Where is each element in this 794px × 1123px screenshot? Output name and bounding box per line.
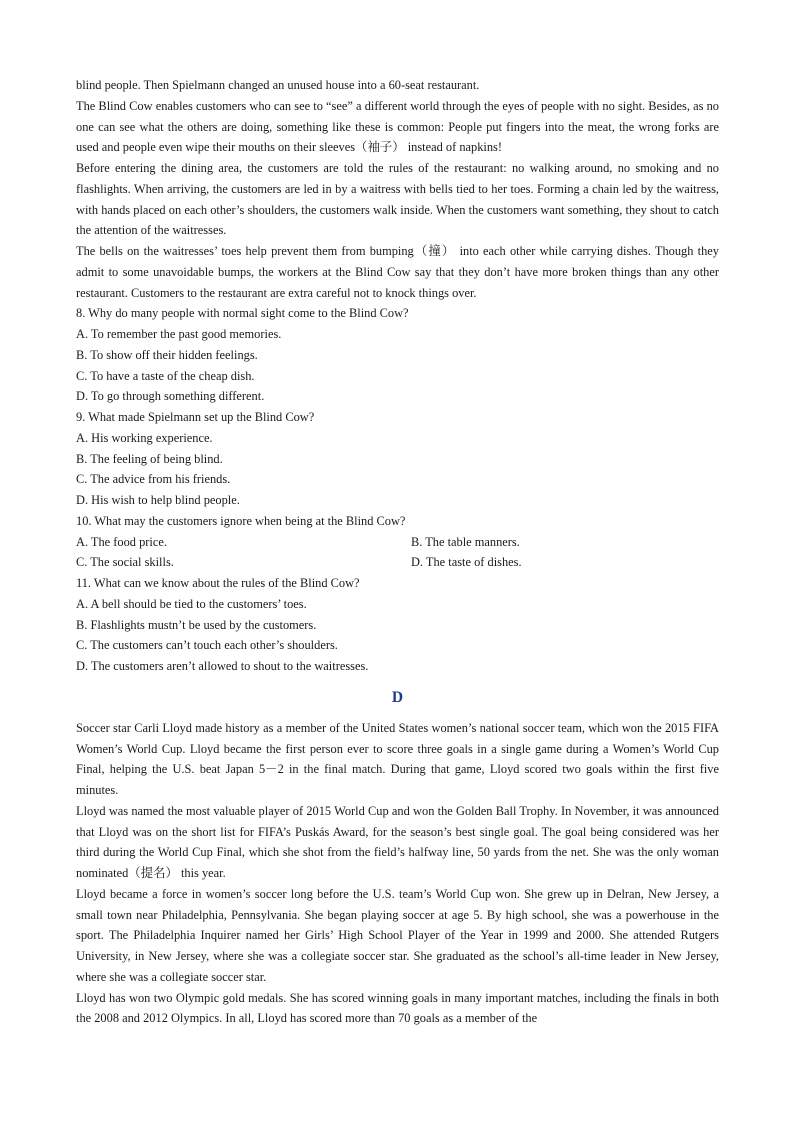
question-11-option-d: D. The customers aren’t allowed to shout to the waitresses. (76, 659, 369, 673)
passage-d-paragraph-2: Lloyd was named the most valuable player of 2015 World Cup and won the Golden Ball Trophy. In November, it was announced that Lloyd was on the short list for FIFA’s Puskás Award, for the season’s best single goal. The goal being considered was her third during the World Cup Final, which she shot from the field’s halfway line, 50 yards from the net. She was the only woman nominated（提名） this year. (76, 803, 719, 880)
question-8-option-b: B. To show off their hidden feelings. (76, 347, 258, 362)
question-10-options-row-1 (76, 532, 719, 553)
passage-c-paragraph-1: blind people. Then Spielmann changed an unused house into a 60-seat restaurant. (76, 78, 480, 92)
question-8-option-a: A. To remember the past good memories. (76, 327, 282, 341)
question-10-option-a: A. The food price. (76, 534, 167, 549)
question-9-option-a: A. His working experience. (76, 430, 213, 445)
question-11-stem: 11. What can we know about the rules of the Blind Cow? (76, 576, 360, 590)
question-9-stem: 9. What made Spielmann set up the Blind Cow? (76, 410, 315, 424)
question-10-option-b: B. The table manners. (411, 534, 520, 549)
question-9 (76, 407, 719, 511)
passage-d (76, 718, 719, 1029)
passage-c (76, 75, 719, 303)
passage-c-paragraph-4: The bells on the waitresses’ toes help prevent them from bumping（撞） into each other while carrying dishes. Though they admit to some unavoidable bumps, the workers at the Blind Cow say that they don’t have more broken things than any other restaurant. Customers to the restaurant are extra careful not to knock things over. (76, 244, 719, 300)
question-11-option-a: A. A bell should be tied to the customers’ toes. (76, 596, 307, 611)
question-8-option-d: D. To go through something different. (76, 389, 265, 404)
question-10-option-c: C. The social skills. (76, 555, 174, 570)
question-8 (76, 303, 719, 407)
passage-d-paragraph-1: Soccer star Carli Lloyd made history as a member of the United States women’s national soccer team, which won the 2015 FIFA Women’s World Cup. Lloyd became the first person ever to score three goals in a single game during a Women’s World Cup Final, helping the U.S. beat Japan 5－2 in the final match. During that game, Lloyd scored two goals within the first five minutes. (76, 720, 719, 797)
document-page (76, 75, 719, 1029)
question-9-option-b: B. The feeling of being blind. (76, 451, 223, 466)
question-11-option-b: B. Flashlights mustn’t be used by the customers. (76, 617, 317, 632)
passage-d-paragraph-4: Lloyd has won two Olympic gold medals. She has scored winning goals in many important matches, including the finals in both the 2008 and 2012 Olympics. In all, Lloyd has scored more than 70 goals as a member of the (76, 990, 719, 1026)
passage-d-paragraph-3: Lloyd became a force in women’s soccer long before the U.S. team’s World Cup won. She grew up in Delran, New Jersey, a small town near Philadelphia, Pennsylvania. She began playing soccer at age 5. By high school, she was a powerhouse in the sport. The Philadelphia Inquirer named her Girls’ High School Player of the Year in 1999 and 2000. She attended Rutgers University, in New Jersey, where she was a collegiate soccer star. She graduated as the school’s all-time leader in New Jersey, where she was a collegiate soccer star. (76, 886, 719, 984)
question-10-options-row-2 (76, 552, 719, 573)
question-8-option-c: C. To have a taste of the cheap dish. (76, 368, 255, 383)
question-9-option-c: C. The advice from his friends. (76, 472, 231, 487)
question-10-option-d: D. The taste of dishes. (411, 555, 522, 570)
question-11 (76, 573, 719, 677)
passage-c-paragraph-3: Before entering the dining area, the customers are told the rules of the restaurant: no walking around, no smoking and no flashlights. When arriving, the customers are led in by a waitress with bells tied to her toes. Forming a chain led by the waitress, with hands placed on each other’s shoulders, the customers walk inside. When the customers want something, they shout to catch the attention of the waitresses. (76, 161, 719, 238)
passage-c-paragraph-2: The Blind Cow enables customers who can see to “see” a different world through the eyes of people with no sight. Besides, as no one can see what the others are doing, something like these is common: People put fingers into the meat, the wrong forks are used and people even wipe their mouths on their sleeves（袖子） instead of napkins! (76, 98, 719, 155)
question-9-option-d: D. His wish to help blind people. (76, 493, 240, 507)
question-8-stem: 8. Why do many people with normal sight come to the Blind Cow? (76, 306, 409, 321)
question-10 (76, 511, 719, 573)
question-10-stem: 10. What may the customers ignore when being at the Blind Cow? (76, 513, 406, 528)
section-d-heading: D (391, 688, 404, 706)
question-11-option-c: C. The customers can’t touch each other’s shoulders. (76, 638, 338, 653)
